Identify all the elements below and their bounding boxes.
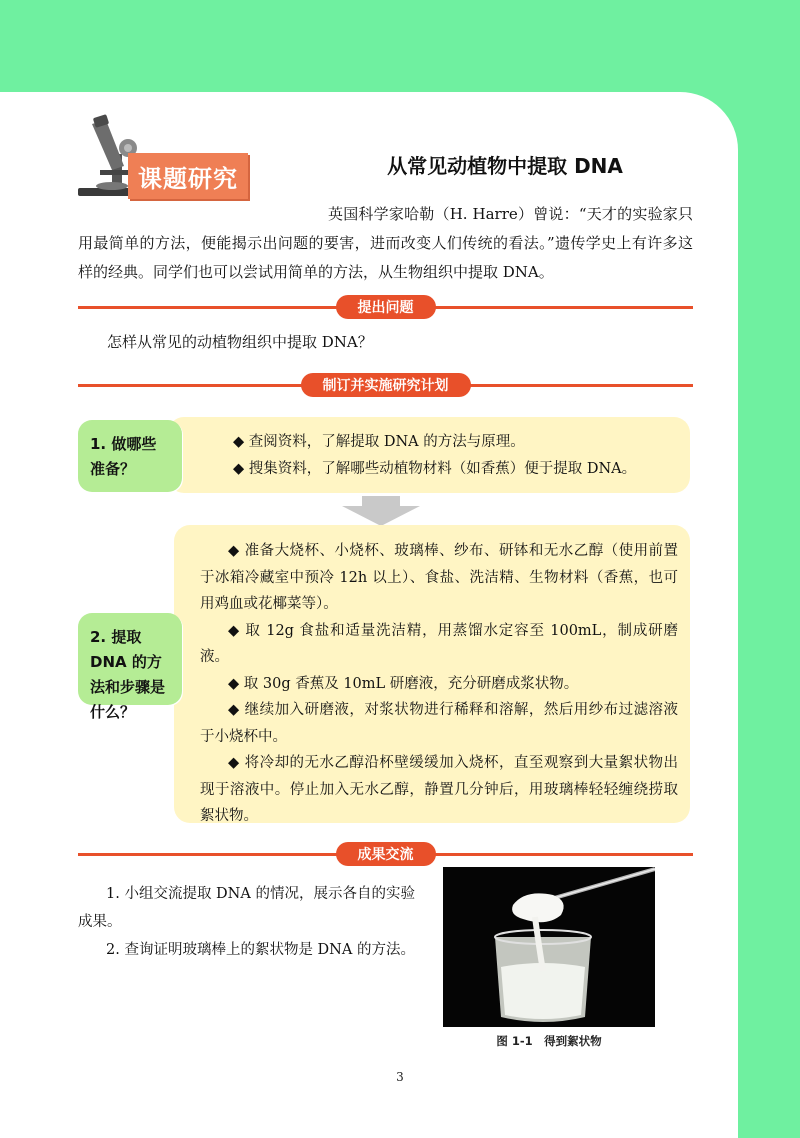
research-question: 怎样从常见的动植物组织中提取 DNA？ — [107, 333, 373, 351]
step2-label: 2. 提取 DNA 的方法和步骤是什么？ — [78, 613, 182, 705]
section-heading-plan — [78, 373, 693, 397]
section-heading-share — [78, 842, 693, 866]
arrow-down-icon — [342, 496, 420, 526]
list-item: ◆ 搜集资料，了解哪些动植物材料（如香蕉）便于提取 DNA。 — [233, 461, 637, 477]
step2-list — [200, 538, 678, 830]
list-item: ◆ 查阅资料，了解提取 DNA 的方法与原理。 — [233, 434, 525, 450]
list-item: ◆ 准备大烧杯、小烧杯、玻璃棒、纱布、研钵和无水乙醇（使用前置于冰箱冷藏室中预冷 12h 以上）、食盐、洗洁精、生物材料（香蕉，也可用鸡血或花椰菜等）。 — [200, 543, 678, 612]
section-heading-ask — [78, 295, 693, 319]
figure-photo — [443, 867, 655, 1027]
figure-caption: 图 1-1 得到絮状物 — [496, 1034, 602, 1048]
list-item: ◆ 将冷却的无水乙醇沿杯壁缓缓加入烧杯，直至观察到大量絮状物出现于溶液中。停止加入无水乙醇，静置几分钟后，用玻璃棒轻轻缠绕捞取絮状物。 — [200, 755, 678, 824]
list-item: ◆ 取 30g 香蕉及 10mL 研磨液，充分研磨成浆状物。 — [228, 675, 579, 692]
section-title: 制订并实施研究计划 — [301, 373, 471, 397]
intro-paragraph: 英国科学家哈勒（H. Harre）曾说：“天才的实验家只用最简单的方法，便能揭示出问题的要害，进而改变人们传统的看法。”遗传学史上有许多这样的经典。同学们也可以尝试用简单的方法，从生物组织中提取 DNA。 — [78, 205, 693, 281]
page-number: 3 — [396, 1070, 404, 1084]
results-list — [78, 880, 416, 964]
list-item: 2. 查询证明玻璃棒上的絮状物是 DNA 的方法。 — [106, 942, 415, 958]
list-item: ◆ 取 12g 食盐和适量洗洁精，用蒸馏水定容至 100mL，制成研磨液。 — [200, 622, 678, 665]
page-title: 从常见动植物中提取 DNA — [387, 154, 623, 178]
step1-label: 1. 做哪些准备？ — [78, 420, 182, 492]
section-badge: 课题研究 — [128, 153, 248, 199]
section-title: 提出问题 — [336, 295, 436, 319]
list-item: ◆ 继续加入研磨液，对浆状物进行稀释和溶解，然后用纱布过滤溶液于小烧杯中。 — [200, 702, 678, 745]
step1-list — [233, 429, 636, 483]
list-item: 1. 小组交流提取 DNA 的情况，展示各自的实验成果。 — [78, 886, 415, 930]
section-title: 成果交流 — [336, 842, 436, 866]
beaker-illustration — [443, 867, 655, 1027]
